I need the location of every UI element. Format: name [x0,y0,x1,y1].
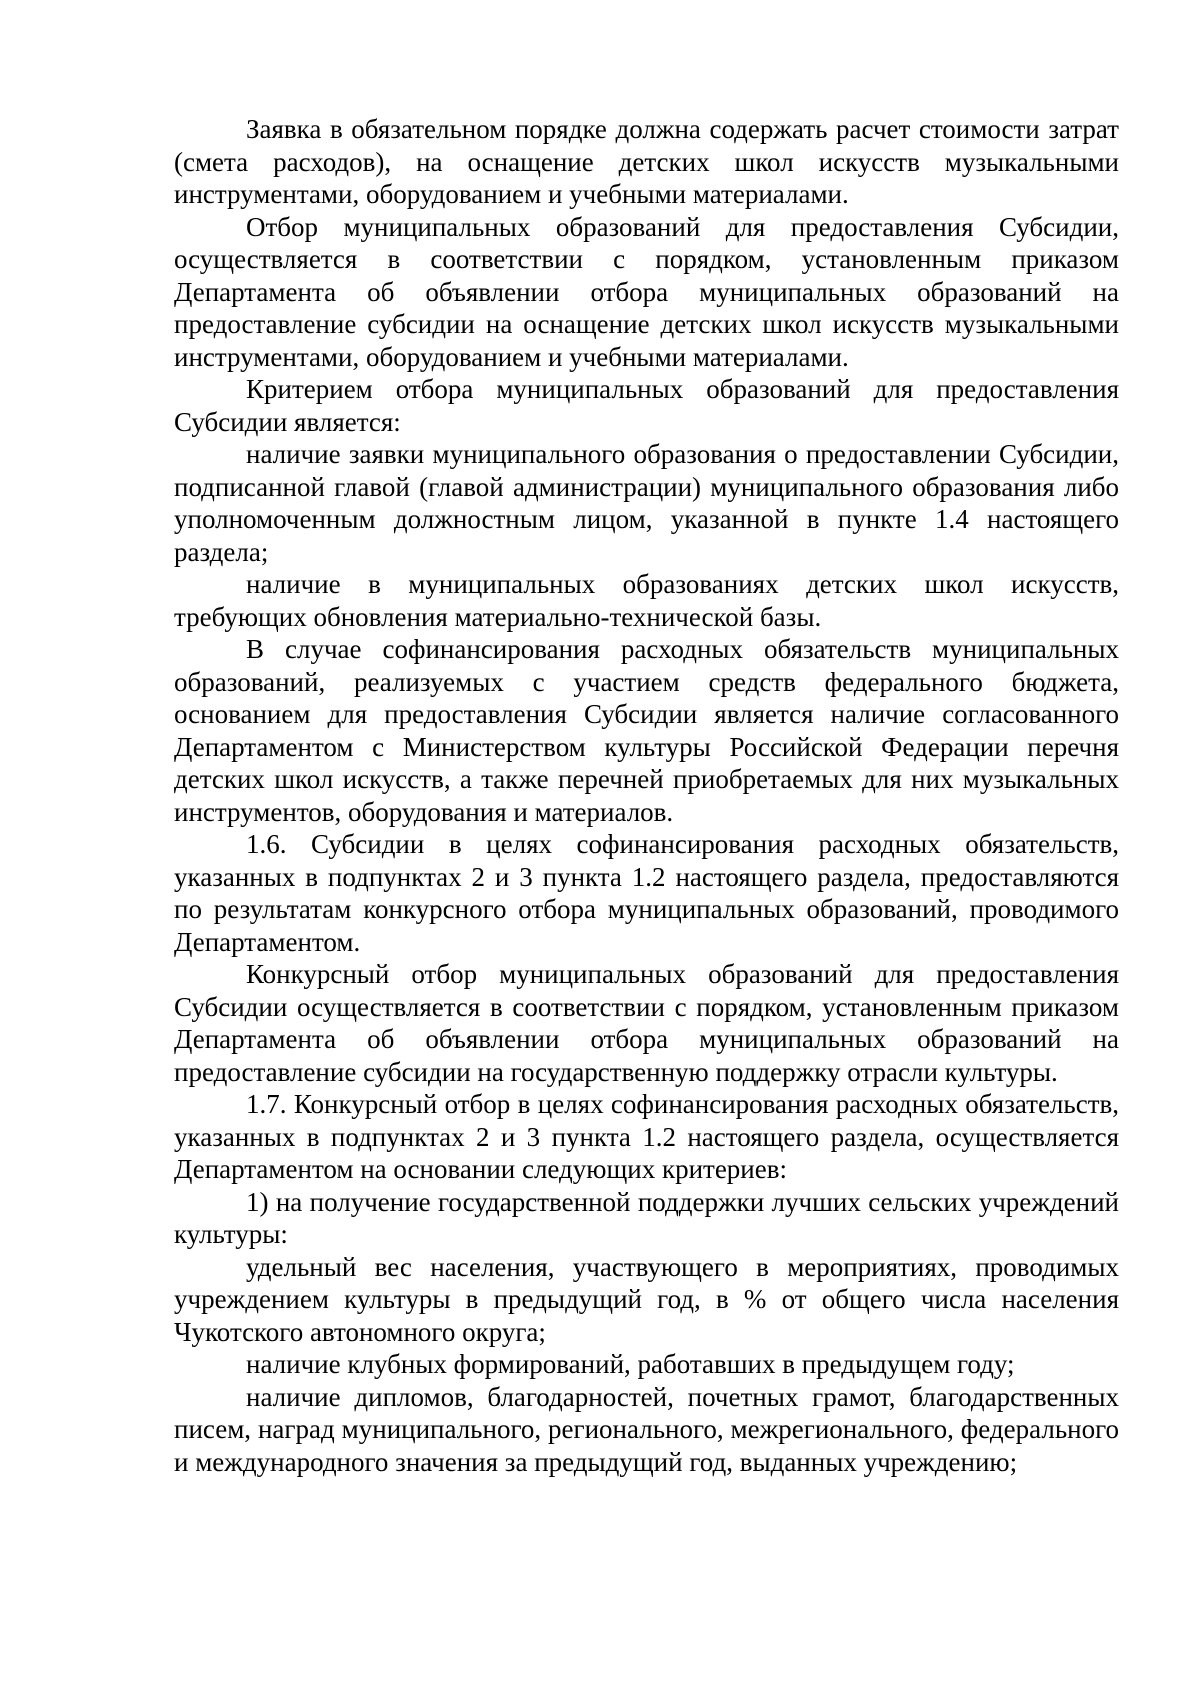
document-body [174,113,1119,1478]
paragraph-population-share: удельный вес населения, участвующего в мероприятиях, проводимых учреждением культуры в предыдущий год, в % от общего числа населения Чукотского автономного округа; [174,1251,1119,1347]
paragraph-awards: наличие дипломов, благодарностей, почетных грамот, благодарственных писем, наград муниципального, регионального, межрегионального, федерального и международного значения за предыдущий год, выданных учреждению; [174,1381,1119,1477]
paragraph-club-formations: наличие клубных формирований, работавших в предыдущем году; [246,1349,1015,1379]
paragraph-clause-1-6: 1.6. Субсидии в целях софинансирования расходных обязательств, указанных в подпунктах 2 и 3 пункта 1.2 настоящего раздела, предоставляются по результатам конкурсного отбора муниципальных образований, проводимого Департаментом. [174,829,1119,957]
paragraph-competitive-selection: Конкурсный отбор муниципальных образований для предоставления Субсидии осуществляется в соответствии с порядком, установленным приказом Департамента об объявлении отбора муниципальных образований на предоставление субсидии на государственную поддержку отрасли культуры. [174,959,1119,1087]
paragraph-federal-cofinancing: В случае софинансирования расходных обязательств муниципальных образований, реализуемых с участием средств федерального бюджета, основанием для предоставления Субсидии является наличие согласованного Департаментом с Министерством культуры Российской Федерации перечня детских школ искусств, а также перечней приобретаемых для них музыкальных инструментов, оборудования и материалов. [174,634,1119,827]
paragraph-selection-procedure: Отбор муниципальных образований для предоставления Субсидии, осуществляется в соответствии с порядком, установленным приказом Департамента об объявлении отбора муниципальных образований на предоставление субсидии на оснащение детских школ искусств музыкальными инструментами, оборудованием и учебными материалами. [174,211,1119,372]
paragraph-criterion-art-schools: наличие в муниципальных образованиях детских школ искусств, требующих обновления материально-технической базы. [174,569,1119,632]
paragraph-selection-criterion: Критерием отбора муниципальных образований для предоставления Субсидии является: [174,374,1119,437]
paragraph-criterion-application: наличие заявки муниципального образования о предоставлении Субсидии, подписанной главой (главой администрации) муниципального образования либо уполномоченным должностным лицом, указанной в пункте 1.4 настоящего раздела; [174,439,1119,567]
paragraph-application-requirements: Заявка в обязательном порядке должна содержать расчет стоимости затрат (смета расходов), на оснащение детских школ искусств музыкальными инструментами, оборудованием и учебными материалами. [174,114,1119,209]
paragraph-item-1: 1) на получение государственной поддержки лучших сельских учреждений культуры: [174,1186,1119,1249]
paragraph-clause-1-7: 1.7. Конкурсный отбор в целях софинансирования расходных обязательств, указанных в подпунктах 2 и 3 пункта 1.2 настоящего раздела, осуществляется Департаментом на основании следующих критериев: [174,1089,1119,1184]
